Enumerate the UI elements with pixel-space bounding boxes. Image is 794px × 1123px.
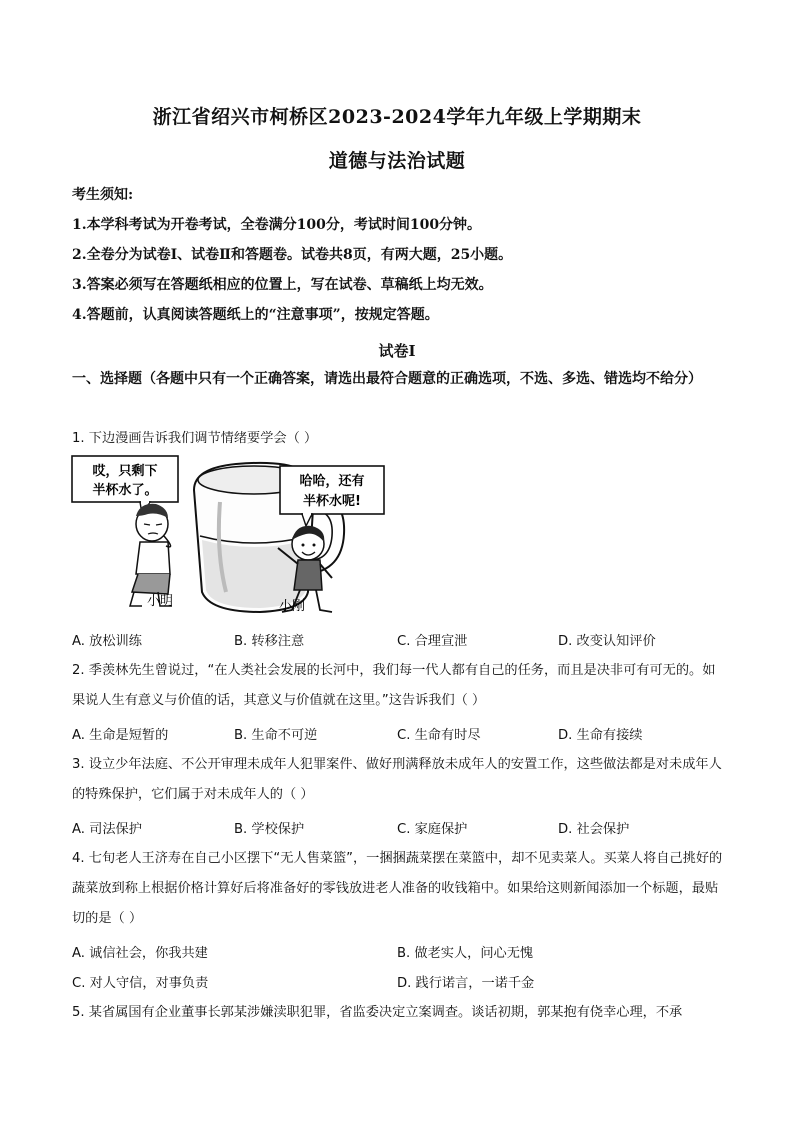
option-c[interactable]: C. 生命有时尽 [397, 728, 481, 743]
option-d[interactable]: D. 生命有接续 [558, 728, 643, 743]
question-5-stem: 5. 某省属国有企业董事长郭某涉嫌渎职犯罪，省监委决定立案调查。谈话初期，郭某抱有侥幸心理，不承 [72, 1005, 683, 1020]
option-d[interactable]: D. 改变认知评价 [558, 634, 656, 649]
cartoon-illustration [70, 452, 400, 622]
option-b[interactable]: B. 生命不可逆 [234, 728, 318, 743]
question-3-stem: 3. 设立少年法庭、不公开审理未成年人犯罪案件、做好刑满释放未成年人的安置工作，这些做法都是对未成年人的特殊保护，它们属于对未成年人的（ ） [72, 757, 722, 802]
option-b[interactable]: B. 做老实人，问心无愧 [397, 946, 534, 961]
option-b[interactable]: B. 转移注意 [234, 634, 305, 649]
option-a[interactable]: A. 放松训练 [72, 634, 142, 649]
option-c[interactable]: C. 对人守信，对事负责 [72, 976, 209, 991]
question-4-options-row1 [72, 942, 732, 964]
question-2-stem: 2. 季羡林先生曾说过，“在人类社会发展的长河中，我们每一代人都有自己的任务，而且是决非可有可无的。如果说人生有意义与价值的话，其意义与价值就在这里。”这告诉我们（ ） [72, 663, 716, 708]
question-1-options [72, 630, 732, 652]
notice-item: 3.答案必须写在答题纸相应的位置上，写在试卷、草稿纸上均无效。 [72, 277, 493, 293]
question-4-options-row2 [72, 972, 732, 994]
section-title: 试卷Ⅰ [378, 342, 416, 360]
left-bubble-line1: 哎，只剩下 [92, 464, 158, 479]
option-a[interactable]: A. 诚信社会，你我共建 [72, 946, 208, 961]
option-c[interactable]: C. 合理宣泄 [397, 634, 468, 649]
right-bubble-line2: 半杯水呢! [303, 494, 361, 509]
sad-boy-figure [130, 504, 172, 606]
cartoon-label-left: 小明 [146, 594, 174, 609]
document-title: 浙江省绍兴市柯桥区2023-2024学年九年级上学期期末 [152, 106, 642, 128]
notice-item: 1.本学科考试为开卷考试，全卷满分100分，考试时间100分钟。 [72, 217, 482, 233]
section-instruction: 一、选择题（各题中只有一个正确答案，请选出最符合题意的正确选项，不选、多选、错选均不给分） [72, 371, 702, 387]
cartoon-label-right: 小刚 [278, 599, 306, 614]
question-1-stem: 1. 下边漫画告诉我们调节情绪要学会（ ） [72, 431, 318, 446]
notice-heading: 考生须知: [72, 187, 134, 203]
option-a[interactable]: A. 司法保护 [72, 822, 142, 837]
question-2-options [72, 724, 732, 746]
document-subtitle: 道德与法治试题 [328, 150, 466, 172]
question-4-stem: 4. 七旬老人王济寿在自己小区摆下“无人售菜篮”，一捆捆蔬菜摆在菜篮中，却不见卖菜人。买菜人将自己挑好的蔬菜放到称上根据价格计算好后将准备好的零钱放进老人准备的收钱箱中。如果给这则新闻添加一个标题，最贴切的是（ ） [72, 851, 723, 926]
option-d[interactable]: D. 社会保护 [558, 822, 630, 837]
option-a[interactable]: A. 生命是短暂的 [72, 728, 169, 743]
notice-item: 4.答题前，认真阅读答题纸上的“注意事项”，按规定答题。 [72, 307, 439, 323]
option-d[interactable]: D. 践行诺言，一诺千金 [397, 976, 535, 991]
notice-item: 2.全卷分为试卷Ⅰ、试卷Ⅱ和答题卷。试卷共8页，有两大题，25小题。 [72, 247, 513, 263]
question-3-options [72, 818, 732, 840]
left-bubble-line2: 半杯水了。 [92, 483, 158, 498]
option-b[interactable]: B. 学校保护 [234, 822, 305, 837]
right-bubble-line1: 哈哈，还有 [299, 474, 365, 489]
option-c[interactable]: C. 家庭保护 [397, 822, 468, 837]
